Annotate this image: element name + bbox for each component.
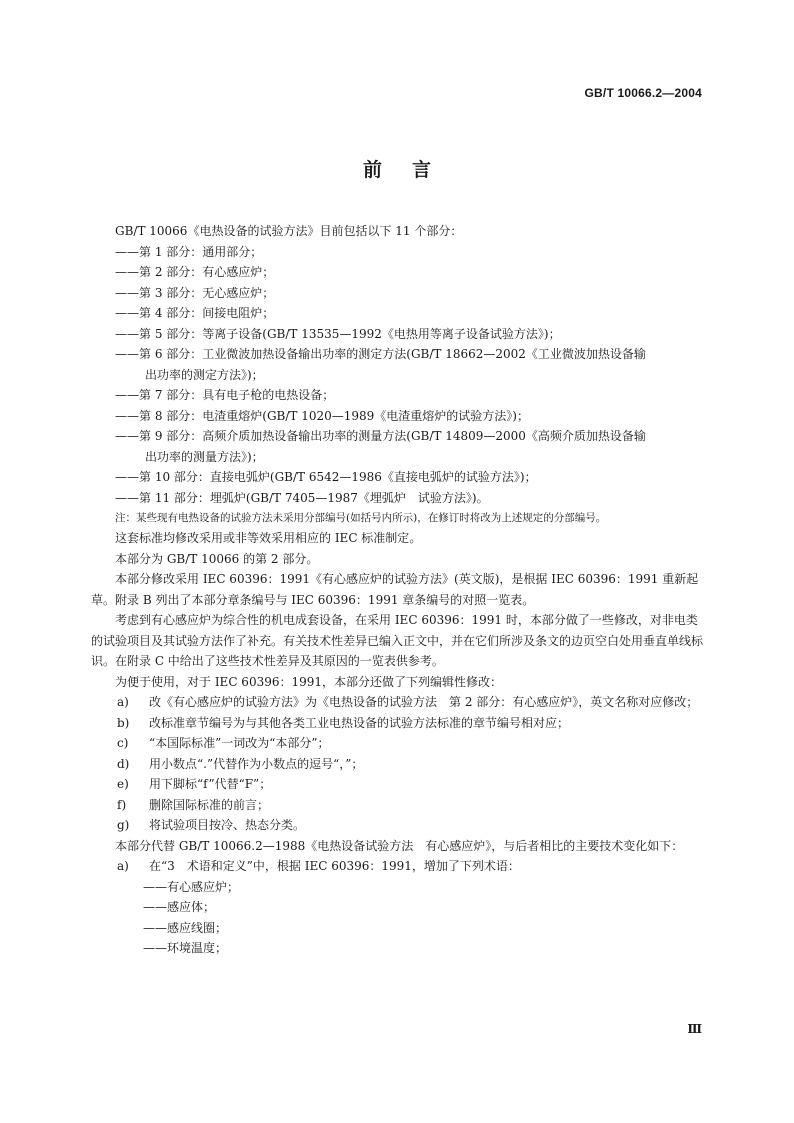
edit-item-e [91, 774, 704, 795]
edit-item-text: 删除国际标准的前言； [149, 797, 270, 812]
list-item-part-6-line2: 出功率的测定方法》)； [145, 367, 264, 382]
change-item-text: 在“3 术语和定义”中，根据 IEC 60396：1991，增加了下列术语： [149, 859, 520, 873]
document-body [91, 221, 704, 959]
term-item: ——感应体； [143, 900, 216, 914]
edit-item-label: b) [117, 715, 130, 730]
note: 注：某些现有电热设备的试验方法未采用分部编号(如括号内所示)，在修订时将改为上述规定的分部编号。 [115, 512, 607, 524]
edit-item-g [91, 815, 704, 836]
list-item-part-11: ——第 11 部分：埋弧炉(GB/T 7405—1987《埋弧炉 试验方法》)。 [115, 490, 489, 505]
list-item-part-1: ——第 1 部分：通用部分； [115, 244, 263, 259]
paragraph-editorial-intro: 为便于使用，对于 IEC 60396：1991，本部分还做了下列编辑性修改： [115, 674, 503, 689]
paragraph-technical-differences: 考虑到有心感应炉为综合性的机电成套设备，在采用 IEC 60396：1991 时，本部分做了一些修改，对非电类的试验项目及其试验方法作了补充。有关技术性差异已编入正文中，并在它们所涉及条文的边页空白处用垂直单线标识。在附录 C 中给出了这些技术性差异及其原因的一览表供参考。 [91, 613, 704, 668]
page-title: 前言 [362, 159, 461, 181]
page-number: Ⅲ [687, 1022, 702, 1036]
list-item-part-9-line2: 出功率的测量方法》)； [145, 449, 264, 464]
edit-item-b [91, 713, 704, 734]
list-item-part-9 [91, 426, 704, 467]
edit-item-c [91, 733, 704, 754]
paragraph-iec-modification: 本部分修改采用 IEC 60396：1991《有心感应炉的试验方法》(英文版)，是根据 IEC 60396：1991 重新起草。附录 B 列出了本部分章条编号与 IEC 60396：1991 章条编号的对照一览表。 [91, 572, 699, 607]
edit-item-text: 用小数点“.”代替作为小数点的逗号“，”； [149, 756, 364, 771]
edit-item-label: a) [117, 695, 129, 709]
edit-item-label: g) [117, 818, 130, 832]
list-item-part-10: ——第 10 部分：直接电弧炉(GB/T 6542—1986《直接电弧炉的试验方法》)； [115, 470, 537, 484]
list-item-part-2: ——第 2 部分：有心感应炉； [115, 265, 275, 279]
change-item-label: a) [117, 859, 129, 873]
term-item: ——环境温度； [143, 941, 228, 955]
term-item: ——感应线圈； [143, 920, 228, 935]
edit-item-d [91, 754, 704, 775]
list-item-part-7: ——第 7 部分：具有电子枪的电热设备； [115, 388, 335, 402]
list-item-part-5: ——第 5 部分：等离子设备(GB/T 13535—1992《电热用等离子设备试验方法》)； [115, 326, 561, 341]
edit-item-text: 改标准章节编号为与其他各类工业电热设备的试验方法标准的章节编号相对应； [149, 715, 570, 730]
standard-number: GB/T 10066.2—2004 [584, 86, 702, 100]
list-item-part-9-line1: ——第 9 部分：高频介质加热设备输出功率的测量方法(GB/T 14809—2000《高频介质加热设备输 [115, 429, 646, 443]
paragraph-replacement: 本部分代替 GB/T 10066.2—1988《电热设备试验方法 有心感应炉》，与后者相比的主要技术变化如下： [115, 838, 684, 853]
list-item-part-8: ——第 8 部分：电渣重熔炉(GB/T 1020—1989《电渣重熔炉的试验方法》)； [115, 408, 529, 423]
edit-item-text: 将试验项目按冷、热态分类。 [149, 818, 306, 832]
edit-item-text: 用下脚标“f”代替“F”； [149, 777, 272, 791]
list-item-part-6 [91, 344, 704, 385]
edit-item-f [91, 795, 704, 816]
edit-item-label: d) [117, 756, 130, 771]
edit-item-text: “本国际标准”一词改为“本部分”； [149, 736, 330, 750]
edit-item-label: f) [117, 797, 127, 812]
edit-item-a [91, 692, 704, 713]
list-item-part-6-line1: ——第 6 部分：工业微波加热设备输出功率的测定方法(GB/T 18662—2002《工业微波加热设备输 [115, 347, 646, 361]
paragraph-adoption: 这套标准均修改采用或非等效采用相应的 IEC 标准制定。 [115, 531, 422, 545]
paragraph-part-number: 本部分为 GB/T 10066 的第 2 部分。 [115, 551, 319, 566]
list-item-part-4: ——第 4 部分：间接电阻炉； [115, 306, 275, 320]
edit-item-label: c) [117, 736, 129, 750]
change-item-a [91, 856, 704, 877]
term-item: ——有心感应炉； [143, 879, 240, 894]
edit-item-text: 改《有心感应炉的试验方法》为《电热设备的试验方法 第 2 部分：有心感应炉》，英文名称对应修改； [149, 695, 699, 709]
intro-paragraph: GB/T 10066《电热设备的试验方法》目前包括以下 11 个部分： [115, 224, 463, 238]
edit-item-label: e) [117, 777, 129, 791]
list-item-part-3: ——第 3 部分：无心感应炉； [115, 285, 275, 300]
